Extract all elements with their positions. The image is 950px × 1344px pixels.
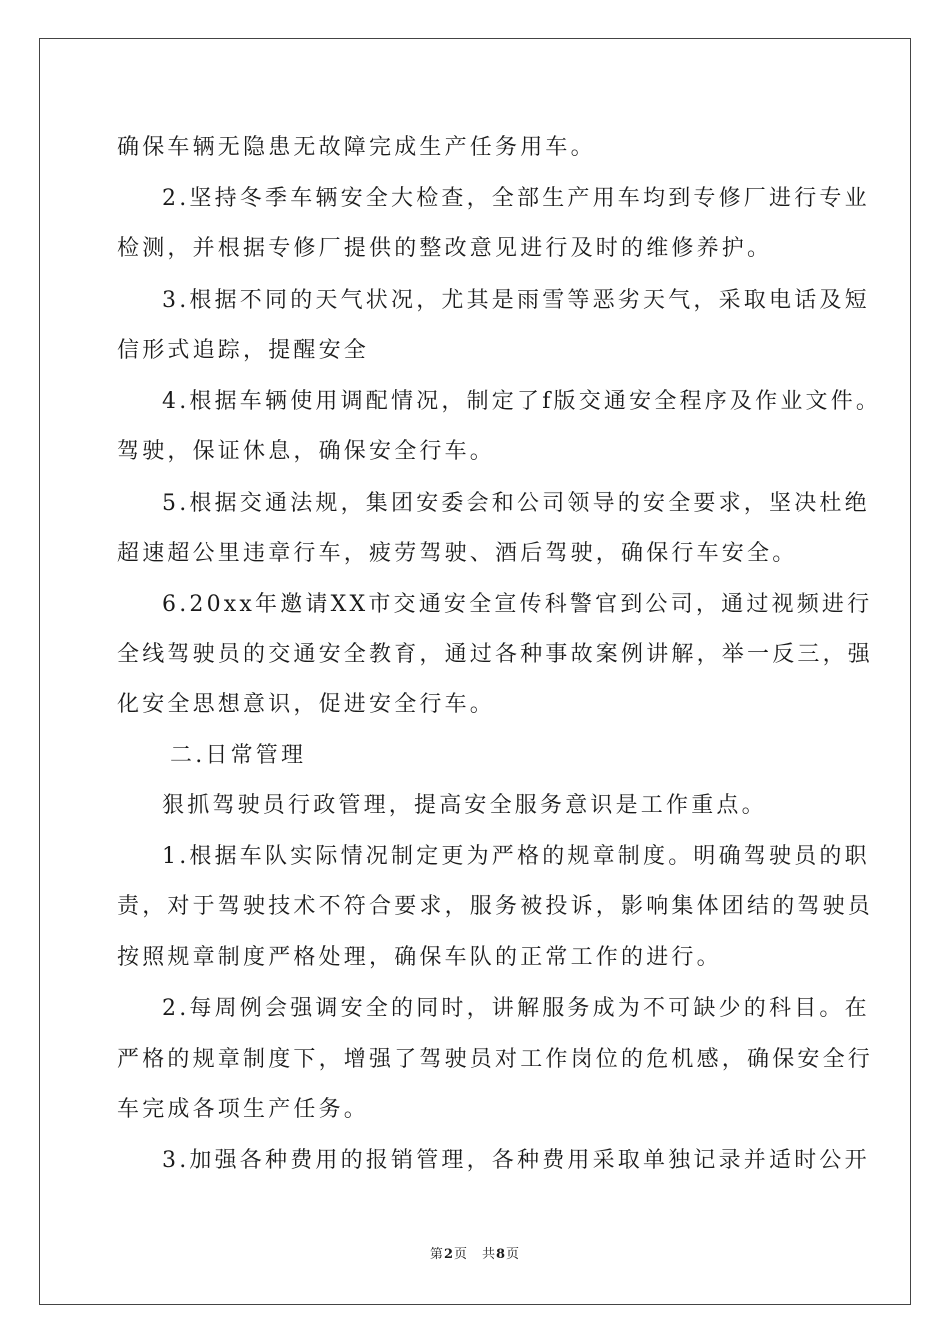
- text-line: 信形式追踪，提醒安全: [117, 338, 370, 363]
- text-line: 4.根据车辆使用调配情况，制定了f版交通安全程序及作业文件。: [162, 389, 882, 414]
- text-line: 1.根据车队实际情况制定更为严格的规章制度。明确驾驶员的职: [162, 844, 870, 869]
- text-line: 全线驾驶员的交通安全教育，通过各种事故案例讲解，举一反三，强: [117, 642, 874, 667]
- text-line: 责，对于驾驶技术不符合要求，服务被投诉，影响集体团结的驾驶员: [117, 894, 874, 919]
- footer-middle: 页 共: [453, 1247, 496, 1262]
- text-line: 3.加强各种费用的报销管理，各种费用采取单独记录并适时公开: [162, 1148, 870, 1173]
- text-line: 严格的规章制度下，增强了驾驶员对工作岗位的危机感，确保安全行: [117, 1047, 874, 1072]
- text-line: 3.根据不同的天气状况，尤其是雨雪等恶劣天气，采取电话及短: [162, 288, 870, 313]
- section-heading: 二.日常管理: [170, 743, 307, 768]
- text-line: 6.20xx年邀请XX市交通安全宣传科警官到公司，通过视频进行: [162, 592, 873, 617]
- footer-page-number: 2: [443, 1247, 454, 1262]
- text-line: 狠抓驾驶员行政管理，提高安全服务意识是工作重点。: [162, 793, 767, 818]
- footer-suffix: 页: [506, 1247, 521, 1262]
- text-line: 按照规章制度严格处理，确保车队的正常工作的进行。: [117, 945, 722, 970]
- text-line: 驾驶，保证休息，确保安全行车。: [117, 439, 496, 464]
- text-line: 化安全思想意识，促进安全行车。: [117, 692, 496, 717]
- text-line: 检测，并根据专修厂提供的整改意见进行及时的维修养护。: [117, 236, 773, 261]
- text-line: 车完成各项生产任务。: [117, 1097, 370, 1122]
- footer-total-pages: 8: [496, 1247, 507, 1262]
- page-footer: [0, 1243, 950, 1262]
- text-line: 5.根据交通法规，集团安委会和公司领导的安全要求，坚决杜绝: [162, 491, 870, 516]
- footer-prefix: 第: [429, 1247, 444, 1262]
- text-line: 超速超公里违章行车，疲劳驾驶、酒后驾驶，确保行车安全。: [117, 541, 798, 566]
- text-line: 2.坚持冬季车辆安全大检查，全部生产用车均到专修厂进行专业: [162, 186, 870, 211]
- text-line: 确保车辆无隐患无故障完成生产任务用车。: [117, 135, 596, 160]
- text-line: 2.每周例会强调安全的同时，讲解服务成为不可缺少的科目。在: [162, 996, 870, 1021]
